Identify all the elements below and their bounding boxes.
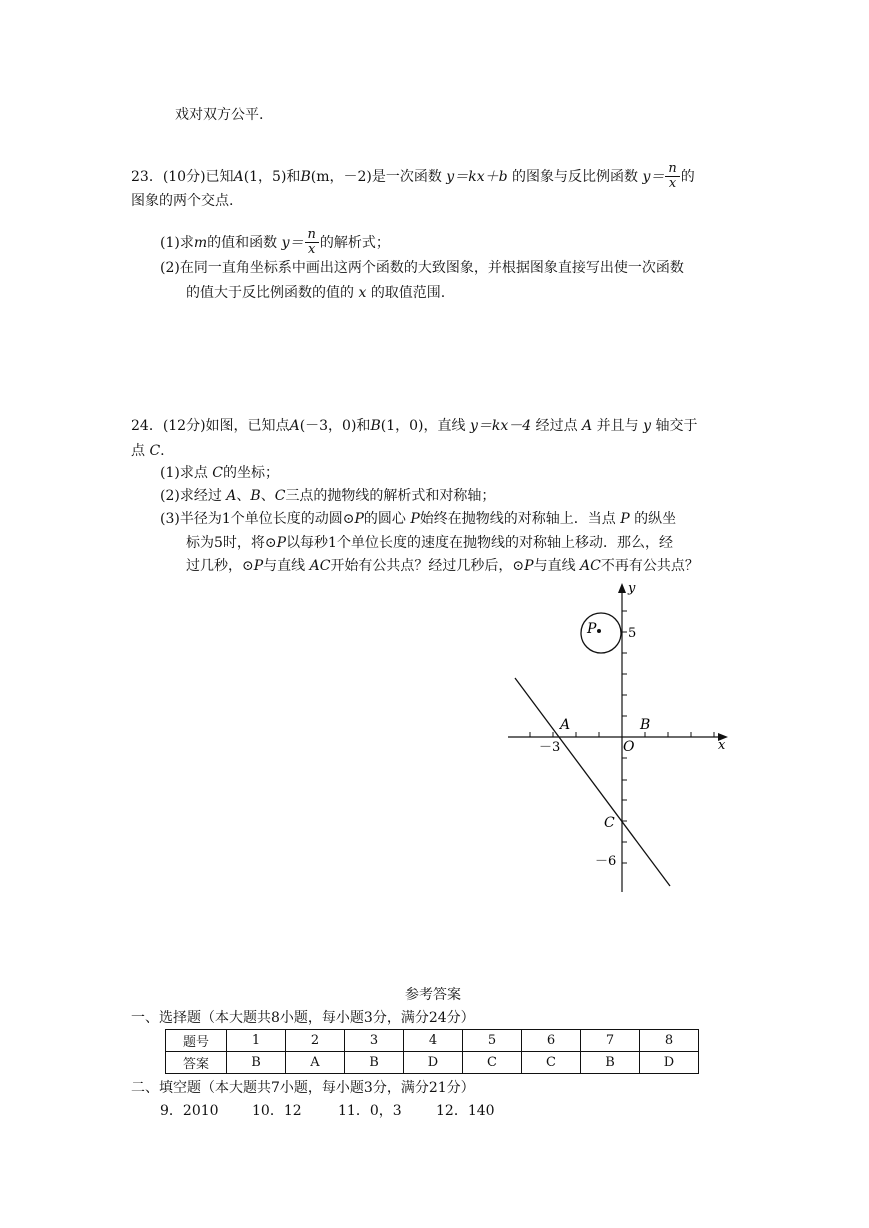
q24-l1-e: 并且与 bbox=[596, 418, 639, 434]
q24-p3-l3-d: 与直线 bbox=[533, 558, 576, 574]
q24-p3-l3-P: P bbox=[253, 558, 264, 574]
q24-p3-l2-b: 以每秒1个单位长度的速度在抛物线的对称轴上移动．那么，经 bbox=[286, 535, 673, 551]
q23-part2-line2 bbox=[186, 286, 445, 300]
q23-p1-c: 的解析式； bbox=[319, 234, 390, 251]
table-cell: 1 bbox=[227, 1030, 286, 1052]
q23-p1-b: 的值和函数 bbox=[207, 234, 278, 251]
fill-answer-12: 12．140 bbox=[436, 1103, 495, 1119]
y-axis-arrow bbox=[618, 583, 626, 593]
q24-p3-l1-P3: P bbox=[620, 511, 630, 527]
q24-p3-l3-c: 开始有公共点？经过几秒后，⊙ bbox=[330, 558, 525, 574]
x-axis-label: x bbox=[718, 738, 726, 753]
q24-l2-b: . bbox=[160, 443, 165, 459]
table-cell: 3 bbox=[345, 1030, 404, 1052]
q23-point-A: A bbox=[233, 168, 244, 185]
q24-p3-l3-AC: AC bbox=[309, 558, 331, 574]
fill-answer-9: 9．2010 bbox=[160, 1103, 219, 1119]
table-cell: 题号 bbox=[166, 1030, 227, 1052]
fill-answer-11: 11．0，3 bbox=[338, 1103, 402, 1119]
table-cell: B bbox=[345, 1052, 404, 1074]
q23-point-B: B bbox=[300, 168, 311, 185]
q23-p1-fraction-numerator: n bbox=[305, 228, 319, 243]
q23-linear-function: y＝kx＋b bbox=[446, 168, 508, 185]
q24-p2-C: C bbox=[274, 488, 286, 504]
q23-p2-a: 的值大于反比例函数的值的 bbox=[186, 285, 354, 301]
table-cell: 2 bbox=[286, 1030, 345, 1052]
q24-p3-l1-P: P bbox=[354, 511, 364, 527]
q24-part3-line1 bbox=[160, 512, 676, 526]
q24-p1-C: C bbox=[212, 465, 224, 481]
q24-stem-line1 bbox=[131, 419, 697, 433]
origin-label: O bbox=[623, 739, 635, 755]
table-row-answers bbox=[166, 1052, 699, 1074]
section2-heading: 二、填空题（本大题共7小题，每小题3分，满分21分） bbox=[131, 1080, 475, 1096]
coordinate-figure bbox=[500, 575, 740, 905]
q23-p1-fraction-denominator: x bbox=[308, 242, 316, 258]
q24-l1-y: y bbox=[643, 418, 651, 434]
table-cell: 8 bbox=[640, 1030, 699, 1052]
q24-p3-l2-a: 标为5时，将⊙ bbox=[186, 535, 277, 551]
q23-p1-fn: y＝ bbox=[281, 234, 304, 251]
q24-part2 bbox=[160, 489, 495, 503]
q24-l1-f: 轴交于 bbox=[655, 418, 698, 434]
q24-l1-A: A bbox=[289, 418, 300, 434]
q23-stem-c: 的 bbox=[680, 168, 695, 185]
table-cell: 7 bbox=[581, 1030, 640, 1052]
table-cell: 5 bbox=[463, 1030, 522, 1052]
q24-p3-l3-AC2: AC bbox=[580, 558, 601, 574]
q23-A-coord: (1，5)和 bbox=[243, 168, 301, 185]
table-cell: C bbox=[522, 1052, 581, 1074]
table-cell: 4 bbox=[404, 1030, 463, 1052]
q24-p2-sep1: 、 bbox=[236, 488, 251, 504]
q23-B-coord: (m，－2)是一次函数 bbox=[310, 168, 442, 185]
table-cell: A bbox=[286, 1052, 345, 1074]
answers-title: 参考答案 bbox=[405, 987, 461, 1003]
table-cell: B bbox=[581, 1052, 640, 1074]
q24-p2-a: (2)求经过 bbox=[160, 488, 222, 504]
q24-p3-l1-P2: P bbox=[410, 511, 420, 527]
answer-table bbox=[165, 1029, 699, 1074]
table-cell: 6 bbox=[522, 1030, 581, 1052]
q24-l1-B: B bbox=[370, 418, 381, 434]
previous-question-tail: 戏对双方公平. bbox=[175, 107, 264, 123]
q24-p2-A: A bbox=[226, 488, 237, 504]
q24-l1-A2: A bbox=[582, 418, 593, 434]
table-cell: D bbox=[404, 1052, 463, 1074]
q23-stem-a: 23．(10分)已知 bbox=[131, 168, 234, 185]
q24-l2-C: C bbox=[149, 443, 161, 459]
point-B-label: B bbox=[640, 717, 651, 733]
y-axis-label: y bbox=[628, 581, 636, 596]
q23-p2-b: 的取值范围. bbox=[370, 285, 446, 301]
q24-l1-c: (1，0)，直线 bbox=[380, 418, 466, 434]
q24-p2-sep2: 、 bbox=[260, 488, 275, 504]
q24-p3-l3-e: 不再有公共点？ bbox=[600, 558, 699, 574]
q24-p3-l3-b: 与直线 bbox=[263, 558, 306, 574]
q24-p1-a: (1)求点 bbox=[160, 465, 208, 481]
point-A-label: A bbox=[560, 717, 571, 733]
tick-label-neg6: －6 bbox=[595, 854, 617, 869]
section1-heading: 一、选择题（本大题共8小题，每小题3分，满分24分） bbox=[131, 1010, 475, 1026]
q24-part3-line3 bbox=[186, 559, 699, 573]
q23-fraction-denominator: x bbox=[668, 176, 677, 192]
q24-p3-l3-P2: P bbox=[524, 558, 534, 574]
q24-p3-l2-P: P bbox=[276, 535, 287, 551]
q24-p3-l1-c: 始终在抛物线的对称轴上．当点 bbox=[419, 511, 616, 527]
q24-l1-b: (－3，0)和 bbox=[299, 418, 371, 434]
q23-part1 bbox=[160, 228, 390, 258]
point-P-label: P bbox=[587, 621, 597, 637]
line-AC bbox=[515, 678, 670, 886]
table-cell: C bbox=[463, 1052, 522, 1074]
q24-p2-b: 三点的抛物线的解析式和对称轴； bbox=[285, 488, 496, 504]
table-row-header bbox=[166, 1030, 699, 1052]
q23-p1-fraction bbox=[305, 228, 319, 258]
q23-p1-m: m bbox=[193, 234, 208, 251]
tick-label-5: 5 bbox=[628, 626, 637, 641]
q24-p3-l3-a: 过几秒，⊙ bbox=[186, 558, 254, 574]
q24-p3-l1-b: 的圆心 bbox=[363, 511, 406, 527]
tick-label-neg3: －3 bbox=[539, 740, 561, 755]
q24-p1-b: 的坐标； bbox=[223, 465, 280, 481]
q24-p3-l1-d: 的纵坐 bbox=[634, 511, 677, 527]
q24-l2-a: 点 bbox=[131, 443, 145, 459]
q23-part2-line1: (2)在同一直角坐标系中画出这两个函数的大致图象，并根据图象直接写出使一次函数 bbox=[160, 260, 684, 276]
q24-part3-line2 bbox=[186, 536, 673, 550]
table-cell: B bbox=[227, 1052, 286, 1074]
q23-fraction bbox=[665, 162, 679, 192]
q23-stem-line2: 图象的两个交点. bbox=[131, 193, 234, 209]
q23-stem-b: 的图象与反比例函数 bbox=[512, 168, 638, 185]
point-C-label: C bbox=[604, 815, 615, 831]
q24-l1-fn: y＝kx－4 bbox=[469, 418, 532, 434]
q23-fraction-numerator: n bbox=[665, 162, 679, 177]
fill-answer-10: 10．12 bbox=[252, 1103, 302, 1119]
center-P-dot bbox=[597, 629, 601, 633]
q24-l1-a: 24．(12分)如图，已知点 bbox=[131, 418, 290, 434]
q24-part1 bbox=[160, 466, 279, 480]
table-cell: 答案 bbox=[166, 1052, 227, 1074]
q24-stem-line2 bbox=[131, 444, 165, 458]
q24-p2-B: B bbox=[250, 488, 261, 504]
q23-p1-a: (1)求 bbox=[160, 234, 194, 251]
q23-fn2-lhs: y＝ bbox=[642, 168, 665, 185]
q24-l1-d: 经过点 bbox=[535, 418, 578, 434]
q23-stem-line1 bbox=[131, 162, 695, 192]
q24-p3-l1-a: (3)半径为1个单位长度的动圆⊙ bbox=[160, 511, 355, 527]
q23-p2-x: x bbox=[358, 285, 367, 301]
table-cell: D bbox=[640, 1052, 699, 1074]
